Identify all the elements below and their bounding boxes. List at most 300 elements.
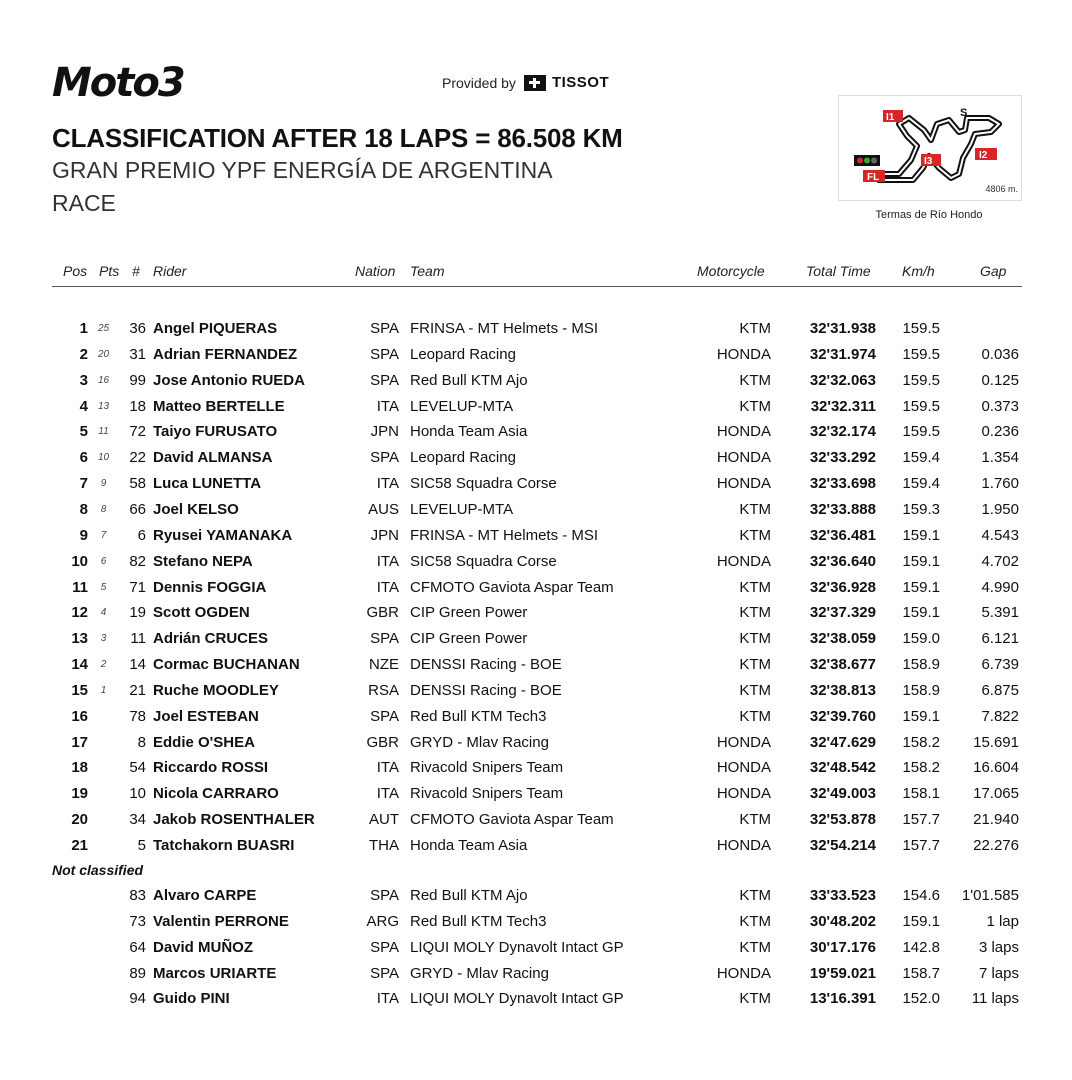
rider-nation: JPN: [370, 526, 399, 544]
total-time: 32'37.329: [809, 604, 876, 622]
rider-nation: ITA: [376, 785, 399, 803]
total-time: 32'32.174: [809, 423, 876, 441]
motorcycle: KTM: [739, 604, 771, 622]
result-pos: 4: [79, 397, 88, 415]
provided-by: [442, 74, 609, 91]
total-time: 32'33.292: [809, 449, 876, 467]
total-time: 33'33.523: [809, 887, 876, 904]
result-points: 25: [97, 323, 110, 334]
result-pos: 3: [79, 371, 88, 389]
total-time: 32'38.677: [809, 656, 876, 674]
result-pos: 11: [72, 578, 88, 596]
gap: 15.691: [973, 733, 1019, 751]
result-pos: 19: [71, 785, 88, 803]
rider-number: 18: [129, 397, 146, 415]
rider-name: Stefano NEPA: [153, 552, 253, 570]
team-name: LEVELUP-MTA: [410, 500, 514, 518]
rider-nation: SPA: [370, 938, 399, 956]
result-row: [0, 811, 1072, 835]
rider-nation: ITA: [376, 552, 399, 570]
total-time: 32'53.878: [809, 811, 876, 829]
motorcycle: KTM: [739, 526, 771, 544]
speed-kmh: 154.6: [902, 887, 940, 904]
result-row: [0, 372, 1072, 396]
rider-number: 58: [129, 475, 146, 493]
gap: 1'01.585: [961, 887, 1019, 904]
result-pos: 8: [79, 500, 88, 518]
rider-nation: ITA: [376, 397, 399, 415]
gap: 7 laps: [978, 964, 1019, 982]
team-name: Rivacold Snipers Team: [410, 759, 564, 777]
speed-kmh: 142.8: [902, 938, 940, 956]
team-name: Red Bull KTM Tech3: [410, 912, 547, 930]
total-time: 13'16.391: [809, 990, 876, 1008]
speed-kmh: 159.4: [902, 449, 940, 467]
session-name: RACE: [52, 190, 116, 216]
gap: 0.236: [981, 423, 1019, 441]
result-points: 2: [100, 659, 107, 671]
result-row: [0, 759, 1072, 783]
motorcycle: HONDA: [716, 785, 771, 803]
gap: 3 laps: [978, 938, 1019, 956]
rider-nation: AUT: [369, 811, 399, 829]
motorcycle: KTM: [739, 887, 771, 904]
result-points: 11: [98, 426, 109, 438]
motorcycle: HONDA: [716, 475, 771, 493]
rider-nation: ARG: [366, 912, 399, 930]
motorcycle: KTM: [739, 320, 771, 337]
rider-nation: RSA: [368, 681, 399, 699]
rider-number: 36: [129, 320, 146, 337]
rider-number: 83: [129, 887, 146, 904]
col-gap: Gap: [980, 263, 1007, 279]
team-name: FRINSA - MT Helmets - MSI: [410, 320, 599, 337]
track-length: 4806 m.: [985, 184, 1018, 194]
motorcycle: HONDA: [716, 552, 771, 570]
result-row: [0, 449, 1072, 473]
speed-kmh: 159.5: [902, 397, 940, 415]
rider-name: David ALMANSA: [153, 449, 273, 467]
rider-name: Nicola CARRARO: [153, 785, 279, 803]
total-time: 32'32.311: [810, 397, 876, 415]
total-time: 32'38.059: [809, 630, 876, 648]
speed-kmh: 157.7: [902, 837, 940, 854]
total-time: 32'49.003: [809, 785, 876, 803]
speed-kmh: 158.1: [902, 785, 940, 803]
team-name: FRINSA - MT Helmets - MSI: [410, 526, 599, 544]
rider-nation: GBR: [366, 604, 399, 622]
rider-number: 22: [129, 449, 146, 467]
result-pos: 10: [71, 552, 88, 570]
speed-kmh: 158.9: [902, 681, 940, 699]
speed-kmh: 159.1: [902, 578, 940, 596]
speed-kmh: 159.3: [902, 500, 940, 518]
result-pos: 9: [79, 526, 88, 544]
gap: 1.760: [981, 475, 1019, 493]
rider-number: 94: [129, 990, 146, 1008]
motorcycle: HONDA: [716, 964, 771, 982]
not-classified-row: [0, 965, 1072, 989]
gap: 6.875: [981, 681, 1019, 699]
total-time: 32'33.698: [809, 475, 876, 493]
gap: 6.121: [981, 630, 1019, 648]
rider-number: 66: [129, 500, 146, 518]
col-kmh: Km/h: [902, 263, 935, 279]
rider-name: Riccardo ROSSI: [153, 759, 269, 777]
result-pos: 21: [71, 837, 88, 854]
motorcycle: HONDA: [716, 837, 771, 854]
rider-nation: SPA: [370, 371, 399, 389]
team-name: CFMOTO Gaviota Aspar Team: [410, 578, 614, 596]
rider-nation: SPA: [370, 449, 399, 467]
result-pos: 18: [71, 759, 88, 777]
result-row: [0, 346, 1072, 370]
result-pos: 7: [79, 475, 88, 493]
motorcycle: KTM: [739, 990, 771, 1008]
signal-light-green: [864, 158, 870, 164]
team-name: LIQUI MOLY Dynavolt Intact GP: [410, 938, 624, 956]
rider-name: Cormac BUCHANAN: [153, 656, 300, 674]
result-row: [0, 475, 1072, 499]
rider-name: Dennis FOGGIA: [153, 578, 267, 596]
result-points: 4: [100, 607, 107, 619]
col-nation: Nation: [355, 263, 396, 279]
result-row: [0, 553, 1072, 577]
speed-kmh: 159.4: [902, 475, 940, 493]
signal-light-red: [857, 158, 863, 164]
rider-name: Jose Antonio RUEDA: [153, 371, 305, 389]
total-time: 32'38.813: [809, 681, 876, 699]
result-points: 3: [100, 633, 107, 645]
team-name: GRYD - Mlav Racing: [410, 733, 549, 751]
gap: 4.543: [981, 526, 1019, 544]
rider-nation: SPA: [370, 630, 399, 648]
col-pos: Pos: [63, 263, 88, 279]
rider-number: 82: [129, 552, 146, 570]
result-points: 1: [100, 684, 107, 696]
total-time: 32'48.542: [809, 759, 876, 777]
gap: 22.276: [973, 837, 1019, 854]
gap: 16.604: [973, 759, 1019, 777]
not-classified-row: [0, 990, 1072, 1014]
team-name: Red Bull KTM Ajo: [410, 887, 528, 904]
result-pos: 20: [71, 811, 88, 829]
not-classified-label: Not classified: [52, 862, 144, 878]
gap: 21.940: [973, 811, 1019, 829]
rider-nation: NZE: [369, 656, 399, 674]
motorcycle: HONDA: [716, 345, 771, 363]
track-label-i1: I1: [886, 112, 895, 123]
result-points: 10: [97, 452, 110, 464]
result-row: [0, 837, 1072, 861]
total-time: 19'59.021: [809, 964, 876, 982]
motorcycle: KTM: [739, 578, 771, 596]
sponsor-name: TISSOT: [551, 74, 610, 91]
speed-kmh: 159.5: [902, 345, 940, 363]
speed-kmh: 159.1: [902, 912, 940, 930]
result-pos: 17: [71, 733, 88, 751]
team-name: SIC58 Squadra Corse: [410, 475, 557, 493]
motorcycle: HONDA: [716, 423, 771, 441]
moto3-logo: [52, 58, 252, 106]
rider-nation: SPA: [370, 964, 399, 982]
rider-number: 64: [129, 938, 146, 956]
rider-nation: JPN: [370, 423, 399, 441]
not-classified-row: [0, 887, 1072, 911]
total-time: 32'33.888: [809, 500, 876, 518]
motorcycle: KTM: [739, 630, 771, 648]
track-label-i3: I3: [924, 156, 933, 167]
team-name: DENSSI Racing - BOE: [410, 681, 562, 699]
speed-kmh: 159.5: [902, 320, 940, 337]
speed-kmh: 159.1: [902, 707, 940, 725]
result-row: [0, 630, 1072, 654]
rider-name: Adrian FERNANDEZ: [153, 345, 298, 363]
motorcycle: KTM: [739, 371, 771, 389]
motorcycle: HONDA: [716, 733, 771, 751]
result-points: 9: [100, 478, 107, 490]
team-name: Honda Team Asia: [410, 837, 528, 854]
page-title: CLASSIFICATION AFTER 18 LAPS = 86.508 KM: [52, 123, 623, 153]
result-row: [0, 527, 1072, 551]
speed-kmh: 157.7: [902, 811, 940, 829]
speed-kmh: 159.5: [902, 371, 940, 389]
speed-kmh: 158.2: [902, 733, 940, 751]
gap: 1.950: [981, 500, 1019, 518]
team-name: GRYD - Mlav Racing: [410, 964, 549, 982]
total-time: 32'39.760: [809, 707, 876, 725]
result-pos: 12: [71, 604, 88, 622]
result-row: [0, 604, 1072, 628]
event-name: GRAN PREMIO YPF ENERGÍA DE ARGENTINA: [52, 157, 553, 183]
speed-kmh: 158.9: [902, 656, 940, 674]
rider-number: 34: [129, 811, 146, 829]
rider-name: David MUÑOZ: [153, 938, 254, 956]
motorcycle: KTM: [739, 912, 771, 930]
rider-nation: AUS: [368, 500, 399, 518]
rider-nation: ITA: [376, 759, 399, 777]
rider-name: Adrián CRUCES: [153, 630, 269, 648]
rider-nation: SPA: [370, 887, 399, 904]
svg-text:Moto3: Moto3: [52, 60, 184, 106]
motorcycle: KTM: [739, 397, 771, 415]
result-row: [0, 398, 1072, 422]
provided-by-label: Provided by: [442, 74, 516, 91]
not-classified-row: [0, 939, 1072, 963]
rider-number: 8: [137, 733, 146, 751]
motorcycle: HONDA: [716, 449, 771, 467]
rider-name: Jakob ROSENTHALER: [153, 811, 315, 829]
result-points: 13: [97, 400, 110, 412]
signal-light-off: [871, 158, 877, 164]
track-label-s: S: [960, 107, 968, 119]
rider-name: Joel KELSO: [153, 500, 239, 518]
rider-nation: THA: [369, 837, 399, 854]
result-row: [0, 785, 1072, 809]
rider-name: Matteo BERTELLE: [153, 397, 285, 415]
motorcycle: KTM: [739, 656, 771, 674]
result-pos: 5: [79, 423, 88, 441]
rider-number: 89: [129, 964, 146, 982]
speed-kmh: 159.0: [902, 630, 940, 648]
result-row: [0, 682, 1072, 706]
gap: 4.990: [981, 578, 1019, 596]
speed-kmh: 159.5: [902, 423, 940, 441]
result-points: 8: [100, 503, 107, 515]
track-map: [838, 95, 1022, 201]
motorcycle: KTM: [739, 681, 771, 699]
result-row: [0, 423, 1072, 447]
team-name: Leopard Racing: [410, 449, 516, 467]
total-time: 32'36.928: [809, 578, 876, 596]
rider-name: Luca LUNETTA: [153, 475, 262, 493]
rider-number: 78: [129, 707, 146, 725]
total-time: 30'17.176: [809, 938, 876, 956]
rider-number: 6: [137, 526, 146, 544]
gap: 1 lap: [986, 912, 1019, 930]
total-time: 32'36.481: [809, 526, 876, 544]
motorcycle: KTM: [739, 500, 771, 518]
rider-number: 21: [129, 681, 146, 699]
speed-kmh: 159.1: [902, 552, 940, 570]
rider-nation: ITA: [376, 990, 399, 1008]
team-name: DENSSI Racing - BOE: [410, 656, 562, 674]
speed-kmh: 158.2: [902, 759, 940, 777]
rider-name: Ryusei YAMANAKA: [153, 526, 293, 544]
gap: 17.065: [973, 785, 1019, 803]
result-pos: 15: [71, 681, 88, 699]
rider-nation: GBR: [366, 733, 399, 751]
rider-number: 73: [129, 912, 146, 930]
track-label-fl: FL: [867, 172, 880, 183]
track-name: Termas de Río Hondo: [875, 209, 983, 221]
result-row: [0, 320, 1072, 344]
rider-number: 11: [130, 630, 146, 648]
team-name: CIP Green Power: [410, 604, 528, 622]
col-team: Team: [410, 263, 445, 279]
rider-name: Marcos URIARTE: [153, 964, 277, 982]
total-time: 32'31.938: [809, 320, 876, 337]
team-name: LEVELUP-MTA: [410, 397, 514, 415]
col-motorcycle: Motorcycle: [697, 263, 765, 279]
result-pos: 14: [71, 656, 88, 674]
rider-nation: SPA: [370, 707, 399, 725]
rider-number: 54: [129, 759, 146, 777]
tissot-icon: [524, 75, 546, 91]
team-name: CIP Green Power: [410, 630, 528, 648]
rider-name: Ruche MOODLEY: [153, 681, 279, 699]
motorcycle: KTM: [739, 811, 771, 829]
speed-kmh: 158.7: [902, 964, 940, 982]
rider-nation: ITA: [376, 578, 399, 596]
result-pos: 1: [79, 320, 88, 337]
motorcycle: KTM: [739, 938, 771, 956]
result-row: [0, 656, 1072, 680]
total-time: 32'36.640: [809, 552, 876, 570]
team-name: LIQUI MOLY Dynavolt Intact GP: [410, 990, 624, 1008]
total-time: 30'48.202: [809, 912, 876, 930]
rider-name: Alvaro CARPE: [153, 887, 257, 904]
col-rider: Rider: [153, 263, 187, 279]
total-time: 32'47.629: [809, 733, 876, 751]
rider-number: 99: [129, 371, 146, 389]
rider-nation: SPA: [370, 320, 399, 337]
gap: 11 laps: [971, 990, 1019, 1008]
result-points: 5: [100, 581, 107, 593]
track-label-i2: I2: [979, 150, 988, 161]
rider-number: 31: [129, 345, 146, 363]
gap: 0.036: [981, 345, 1019, 363]
result-row: [0, 501, 1072, 525]
rider-name: Joel ESTEBAN: [153, 707, 259, 725]
rider-number: 72: [129, 423, 146, 441]
gap: 1.354: [981, 449, 1019, 467]
header-divider: [52, 286, 1022, 287]
team-name: Leopard Racing: [410, 345, 516, 363]
result-points: 6: [100, 555, 107, 567]
result-points: 20: [97, 348, 110, 360]
team-name: CFMOTO Gaviota Aspar Team: [410, 811, 614, 829]
speed-kmh: 159.1: [902, 526, 940, 544]
col-pts: Pts: [99, 263, 120, 279]
team-name: Rivacold Snipers Team: [410, 785, 564, 803]
result-pos: 2: [79, 345, 88, 363]
rider-name: Tatchakorn BUASRI: [153, 837, 295, 854]
result-row: [0, 734, 1072, 758]
result-points: 16: [97, 374, 110, 386]
rider-name: Valentin PERRONE: [153, 912, 289, 930]
speed-kmh: 159.1: [902, 604, 940, 622]
result-pos: 13: [71, 630, 88, 648]
rider-number: 14: [129, 656, 146, 674]
rider-number: 19: [129, 604, 146, 622]
rider-name: Taiyo FURUSATO: [153, 423, 278, 441]
result-points: 7: [100, 529, 107, 541]
gap: 0.373: [981, 397, 1019, 415]
team-name: Red Bull KTM Tech3: [410, 707, 547, 725]
result-pos: 16: [71, 707, 88, 725]
col-num: #: [132, 263, 140, 279]
team-name: Honda Team Asia: [410, 423, 528, 441]
total-time: 32'54.214: [809, 837, 876, 854]
total-time: 32'31.974: [809, 345, 876, 363]
rider-name: Angel PIQUERAS: [153, 320, 278, 337]
rider-name: Eddie O'SHEA: [153, 733, 255, 751]
team-name: Red Bull KTM Ajo: [410, 371, 528, 389]
result-row: [0, 708, 1072, 732]
gap: 5.391: [981, 604, 1019, 622]
rider-nation: ITA: [376, 475, 399, 493]
result-pos: 6: [79, 449, 88, 467]
rider-number: 71: [129, 578, 146, 596]
rider-number: 10: [129, 785, 146, 803]
rider-name: Scott OGDEN: [153, 604, 250, 622]
gap: 6.739: [981, 656, 1019, 674]
motorcycle: HONDA: [716, 759, 771, 777]
col-total-time: Total Time: [806, 263, 871, 279]
gap: 7.822: [981, 707, 1019, 725]
team-name: SIC58 Squadra Corse: [410, 552, 557, 570]
rider-number: 5: [137, 837, 146, 854]
gap: 0.125: [981, 371, 1019, 389]
not-classified-row: [0, 913, 1072, 937]
total-time: 32'32.063: [809, 371, 876, 389]
result-row: [0, 579, 1072, 603]
rider-name: Guido PINI: [153, 990, 230, 1008]
gap: 4.702: [981, 552, 1019, 570]
speed-kmh: 152.0: [902, 990, 940, 1008]
rider-nation: SPA: [370, 345, 399, 363]
